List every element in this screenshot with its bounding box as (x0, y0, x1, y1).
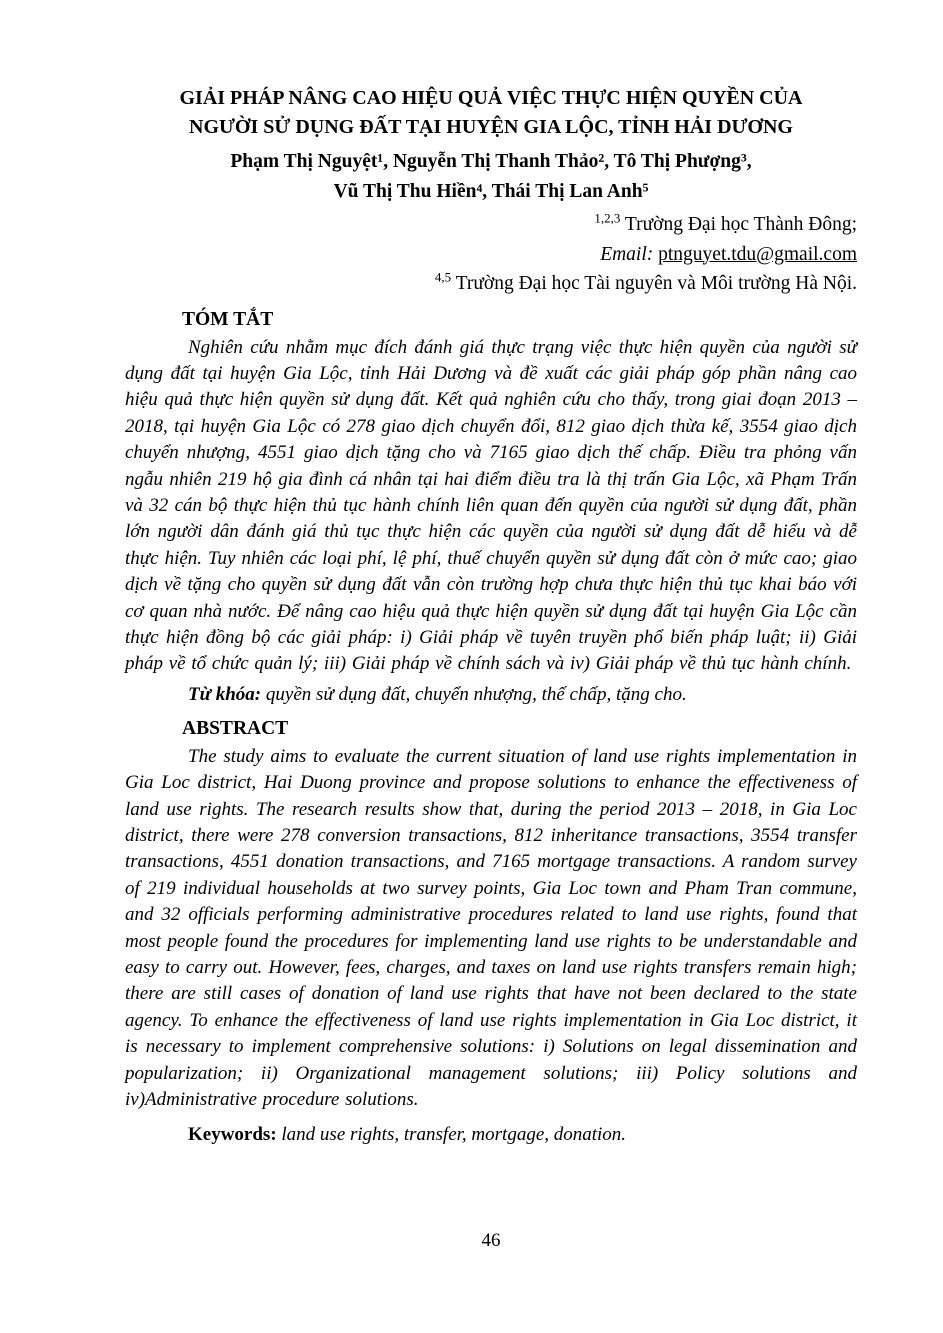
keywords-text: land use rights, transfer, mortgage, donation. (276, 1124, 627, 1146)
affiliation-2-superscript: 4,5 (434, 269, 452, 285)
keywords-line (125, 1122, 857, 1148)
abstract-heading: ABSTRACT (182, 717, 289, 739)
paper-title-line-1: GIẢI PHÁP NÂNG CAO HIỆU QUẢ VIỆC THỰC HIỆN QUYỀN CỦA (179, 87, 803, 109)
email-label: Email: (600, 243, 659, 265)
affiliation-1-text: Trường Đại học Thành Đông; (620, 214, 857, 235)
affiliation-2-text: Trường Đại học Tài nguyên và Môi trường Hà Nội. (451, 273, 857, 294)
affiliation-2 (125, 269, 857, 299)
author-line-2: Vũ Thị Thu Hiền⁴, Thái Thị Lan Anh⁵ (333, 181, 649, 202)
affiliations (125, 210, 857, 299)
tom-tat-body: Nghiên cứu nhằm mục đích đánh giá thực trạng việc thực hiện quyền của người sử dụng đất tại huyện Gia Lộc, tỉnh Hải Dương và đề xuất các giải pháp góp phần nâng cao hiệu quả thực hiện quyền sử dụng đất. Kết quả nghiên cứu cho thấy, trong giai đoạn 2013 – 2018, tại huyện Gia Lộc có 278 giao dịch chuyển đổi, 812 giao dịch thừa kế, 3554 giao dịch chuyển nhượng, 4551 giao dịch tặng cho và 7165 giao dịch thế chấp. Điều tra phỏng vấn ngẫu nhiên 219 hộ gia đình cá nhân tại hai điểm điều tra là thị trấn Gia Lộc, xã Phạm Trấn và 32 cán bộ thực hiện thủ tục hành chính liên quan đến quyền của người sử dụng đất, phần lớn người dân đánh giá thủ tục thực hiện các quyền của người sử dụng đất dễ hiểu và dễ thực hiện. Tuy nhiên các loại phí, lệ phí, thuế chuyển quyền sử dụng đất còn ở mức cao; giao dịch về tặng cho quyền sử dụng đất vẫn còn trường hợp chưa thực hiện thủ tục khai báo với cơ quan nhà nước. Để nâng cao hiệu quả thực hiện quyền sử dụng đất tại huyện Gia Lộc cần thực hiện đồng bộ các giải pháp: i) Giải pháp về tuyên truyền phổ biến pháp luật; ii) Giải pháp về tổ chức quản lý; iii) Giải pháp về chính sách và iv) Giải pháp về thủ tục hành chính. (125, 336, 857, 675)
abstract-body: The study aims to evaluate the current situation of land use rights implementation in Gia Loc district, Hai Duong province and propose solutions to enhance the effectiveness of land use rights. The research results show that, during the period 2013 – 2018, in Gia Loc district, there were 278 conversion transactions, 812 inheritance transactions, 3554 transfer transactions, 4551 donation transactions, and 7165 mortgage transactions. A random survey of 219 individual households at two survey points, Gia Loc town and Pham Tran commune, and 32 officials performing administrative procedures related to land use rights, found that most people found the procedures for implementing land use rights to be understandable and easy to carry out. However, fees, charges, and taxes on land use rights transfers remain high; there are still cases of donation of land use rights that have not been declared to the state agency. To enhance the effectiveness of land use rights implementation in Gia Loc district, it is necessary to implement comprehensive solutions: i) Solutions on legal dissemination and popularization; ii) Organizational management solutions; iii) Policy solutions and iv)Administrative procedure solutions. (125, 745, 857, 1111)
tu-khoa-text: quyền sử dụng đất, chuyển nhượng, thế chấp, tặng cho. (261, 683, 687, 705)
affiliation-1-superscript: 1,2,3 (594, 210, 621, 226)
author-list (125, 147, 857, 207)
author-line-1: Phạm Thị Nguyệt¹, Nguyễn Thị Thanh Thảo², Tô Thị Phượng³, (230, 151, 752, 172)
page-number: 46 (481, 1230, 501, 1251)
tu-khoa-line (125, 682, 857, 708)
paper-title (125, 84, 857, 142)
tu-khoa-label: Từ khóa: (188, 683, 262, 705)
page-content (125, 84, 857, 1148)
tom-tat-heading: TÓM TẮT (182, 308, 274, 330)
email-line (125, 240, 857, 270)
keywords-label: Keywords: (188, 1124, 277, 1146)
email-link[interactable]: ptnguyet.tdu@gmail.com (658, 243, 857, 265)
affiliation-1 (125, 210, 857, 240)
paper-title-line-2: NGƯỜI SỬ DỤNG ĐẤT TẠI HUYỆN GIA LỘC, TỈNH HẢI DƯƠNG (189, 116, 793, 138)
